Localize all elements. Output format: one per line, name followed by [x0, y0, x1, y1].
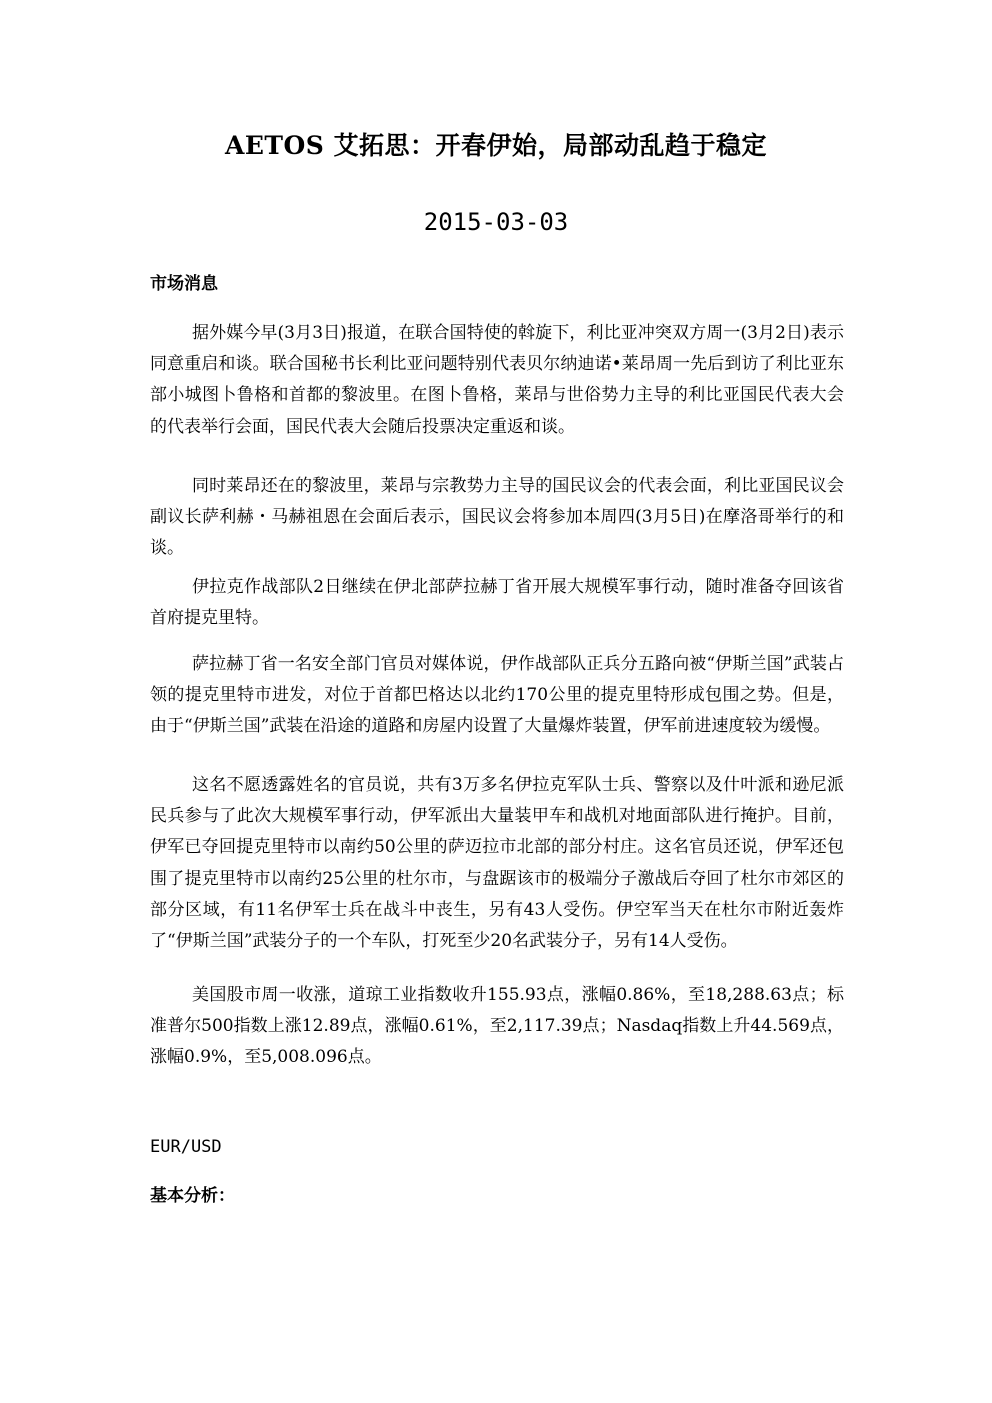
document-date: 2015-03-03 [423, 208, 569, 236]
document-title: AETOS 艾拓思：开春伊始，局部动乱趋于稳定 [224, 131, 768, 160]
section-heading-eurusd: EUR/USD [150, 1137, 222, 1157]
section-heading-market-news: 市场消息 [150, 274, 218, 294]
paragraph-tikrit-advance: 萨拉赫丁省一名安全部门官员对媒体说，伊作战部队正兵分五路向被“伊斯兰国”武装占领的提克里特市进发，对位于首都巴格达以北约170公里的提克里特形成包围之势。但是，由于“伊斯兰国”武装在沿途的道路和房屋内设置了大量爆炸装置，伊军前进速度较为缓慢。 [150, 654, 844, 737]
paragraph-iraq-official: 这名不愿透露姓名的官员说，共有3万多名伊拉克军队士兵、警察以及什叶派和逊尼派民兵参与了此次大规模军事行动，伊军派出大量装甲车和战机对地面部队进行掩护。目前，伊军已夺回提克里特市以南约50公里的萨迈拉市北部的部分村庄。这名官员还说，伊军还包围了提克里特市以南约25公里的杜尔市，与盘踞该市的极端分子激战后夺回了杜尔市郊区的部分区域，有11名伊军士兵在战斗中丧生，另有43人受伤。伊空军当天在杜尔市附近轰炸了“伊斯兰国”武装分子的一个车队，打死至少20名武装分子，另有14人受伤。 [150, 775, 844, 952]
paragraph-iraq-operation: 伊拉克作战部队2日继续在伊北部萨拉赫丁省开展大规模军事行动，随时准备夺回该省首府提克里特。 [150, 577, 844, 629]
section-heading-fundamental-analysis: 基本分析： [150, 1186, 235, 1206]
paragraph-us-stocks: 美国股市周一收涨，道琼工业指数收升155.93点，涨幅0.86%，至18,288.63点；标准普尔500指数上涨12.89点，涨幅0.61%，至2,117.39点；Nasdaq指数上升44.569点，涨幅0.9%，至5,008.096点。 [150, 985, 844, 1068]
paragraph-tripoli-meeting: 同时莱昂还在的黎波里，莱昂与宗教势力主导的国民议会的代表会面，利比亚国民议会副议长萨利赫・马赫祖恩在会面后表示，国民议会将参加本周四(3月5日)在摩洛哥举行的和谈。 [150, 476, 844, 559]
paragraph-libya-talks: 据外媒今早(3月3日)报道，在联合国特使的斡旋下，利比亚冲突双方周一(3月2日)表示同意重启和谈。联合国秘书长利比亚问题特别代表贝尔纳迪诺•莱昂周一先后到访了利比亚东部小城图卜鲁格和首都的黎波里。在图卜鲁格，莱昂与世俗势力主导的利比亚国民代表大会的代表举行会面，国民代表大会随后投票决定重返和谈。 [150, 323, 844, 437]
